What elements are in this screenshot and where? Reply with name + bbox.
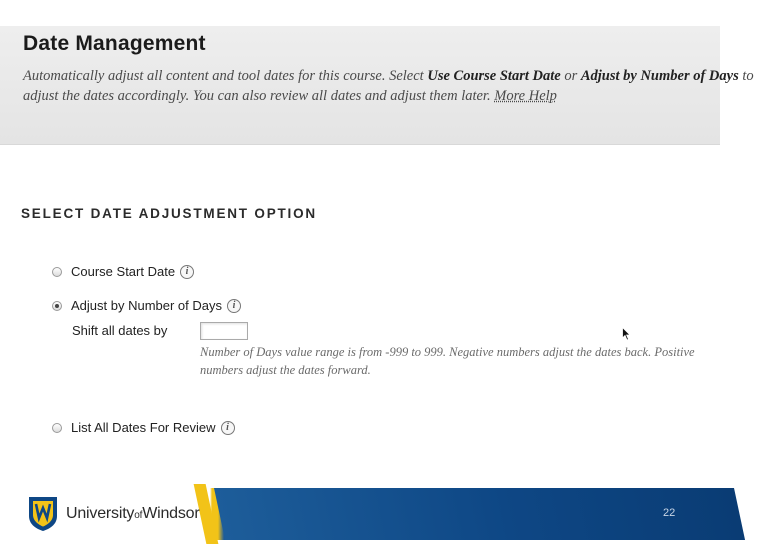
instructions-part2: or <box>560 68 581 84</box>
list-all-dates-radio[interactable] <box>52 423 62 433</box>
section-heading: SELECT DATE ADJUSTMENT OPTION <box>21 206 317 221</box>
instructions-part3: to adjust the dates accordingly. You can also review all dates and adjust them later. <box>23 68 754 104</box>
info-icon[interactable]: i <box>180 265 194 279</box>
crest-logo <box>28 496 58 532</box>
option-list-all-dates[interactable] <box>52 420 235 435</box>
instructions-bold-number-days: Adjust by Number of Days <box>580 68 739 84</box>
adjust-by-days-label[interactable]: Adjust by Number of Days <box>71 298 223 313</box>
university-name-of: of <box>134 510 143 521</box>
course-start-date-label[interactable]: Course Start Date <box>71 264 176 279</box>
shift-dates-label: Shift all dates by <box>72 323 168 338</box>
adjust-by-days-radio[interactable] <box>52 301 62 311</box>
info-icon[interactable]: i <box>221 421 235 435</box>
instructions-text <box>23 66 783 106</box>
instructions-part1: Automatically adjust all content and tool dates for this course. Select <box>23 68 428 84</box>
option-adjust-by-days[interactable] <box>52 298 241 313</box>
days-input[interactable] <box>200 322 248 340</box>
page-title: Date Management <box>23 32 206 55</box>
info-icon[interactable]: i <box>227 299 241 313</box>
date-management-header <box>0 26 754 145</box>
mouse-pointer-icon <box>622 327 631 341</box>
university-name <box>66 505 199 523</box>
footer-banner <box>0 488 720 540</box>
course-start-date-radio[interactable] <box>52 267 62 277</box>
university-name-part2: Windsor <box>142 505 200 522</box>
page-number: 22 <box>663 507 676 519</box>
more-help-link[interactable]: More Help <box>494 88 557 104</box>
instructions-bold-start-date: Use Course Start Date <box>427 68 561 84</box>
university-name-part1: University <box>66 505 135 522</box>
option-course-start-date[interactable] <box>52 264 194 279</box>
list-all-dates-label[interactable]: List All Dates For Review <box>71 420 216 435</box>
days-range-help-text: Number of Days value range is from -999 to 999. Negative numbers adjust the dates back. Positive numbers adjust the dates forward. <box>200 345 695 377</box>
